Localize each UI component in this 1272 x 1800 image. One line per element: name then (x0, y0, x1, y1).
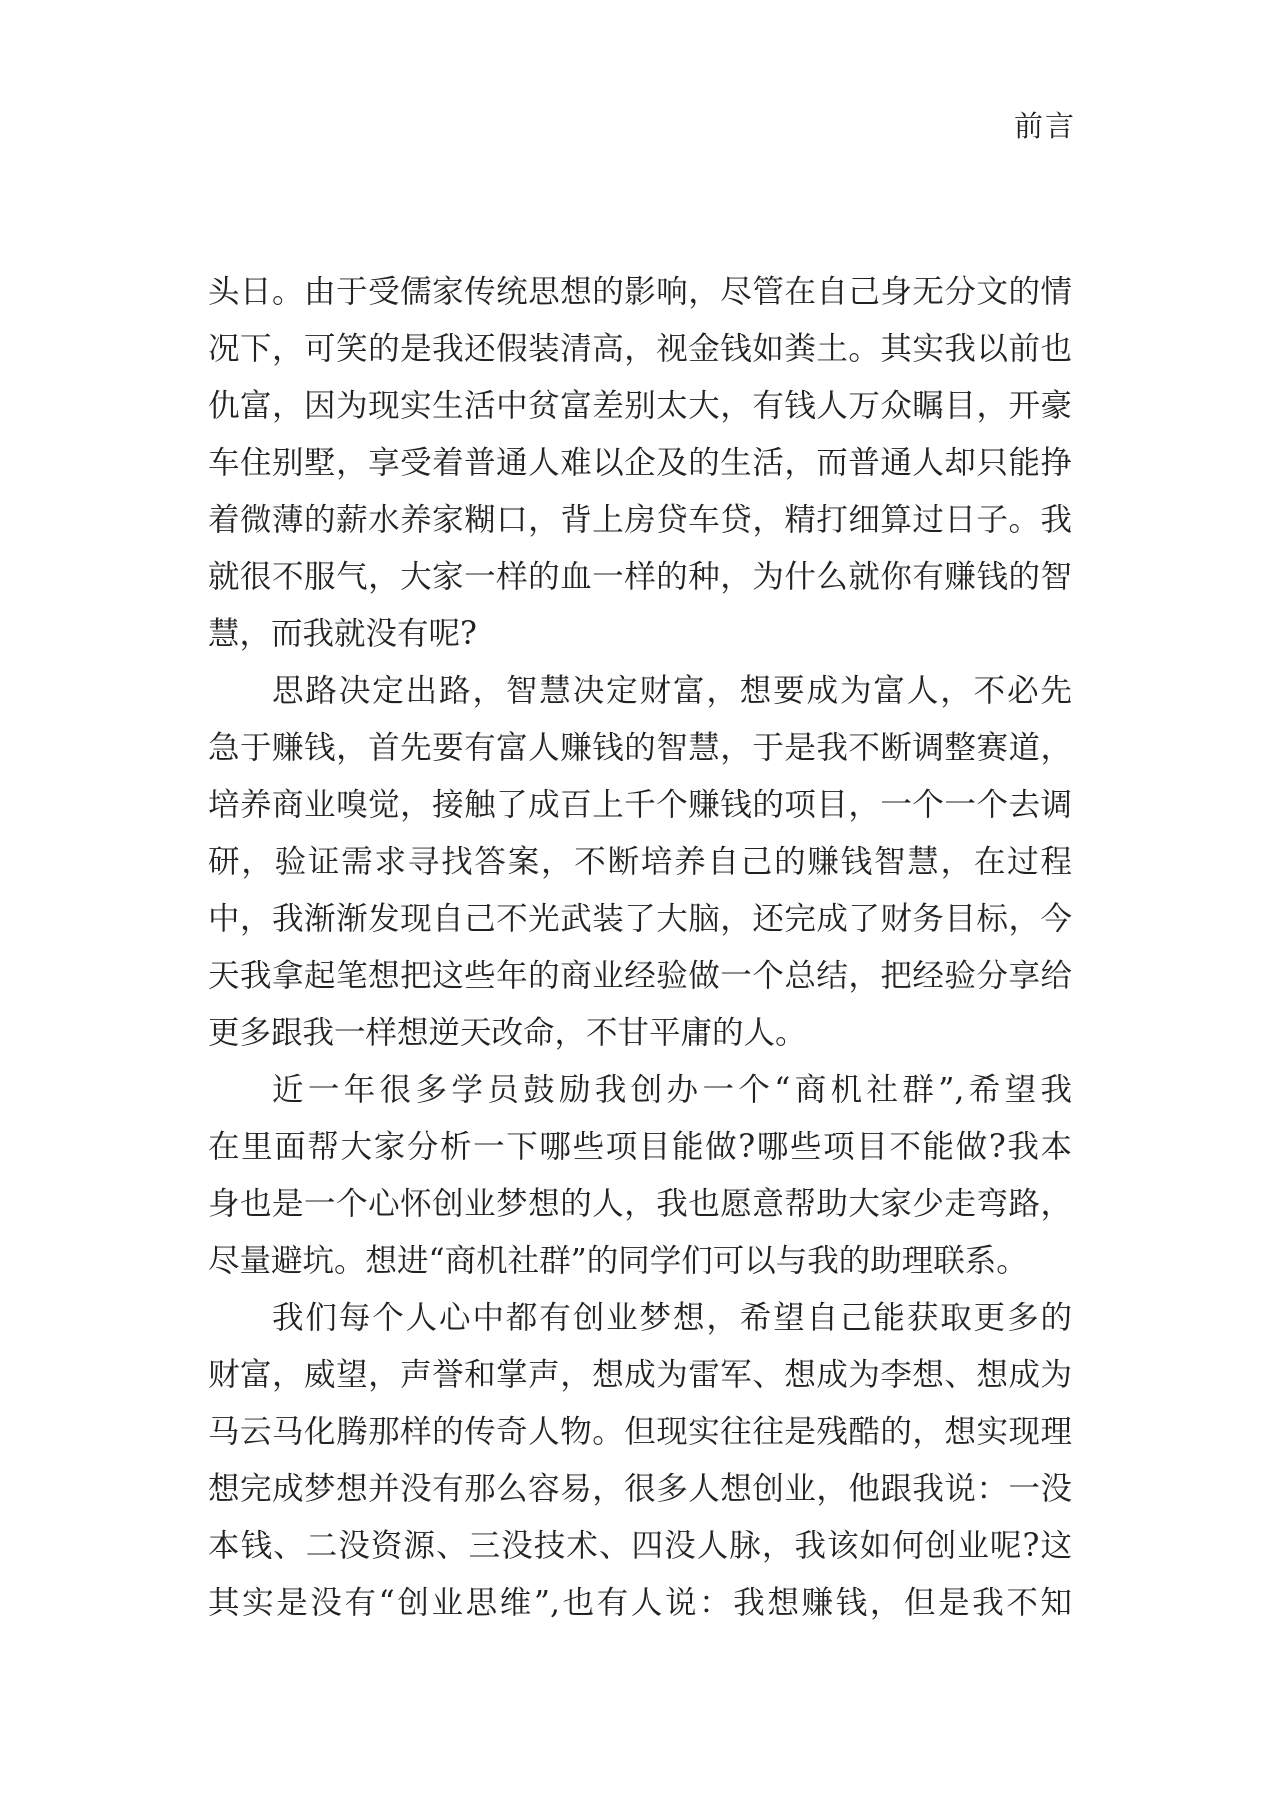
text-line: 身也是一个心怀创业梦想的人，我也愿意帮助大家少走弯路， (208, 1186, 1072, 1222)
text-line: 在里面帮大家分析一下哪些项目能做?哪些项目不能做?我本 (208, 1129, 1072, 1165)
paragraph-3 (208, 1062, 1072, 1290)
text-line: 头日。由于受儒家传统思想的影响，尽管在自己身无分文的情 (208, 274, 1072, 310)
text-line: 思路决定出路，智慧决定财富，想要成为富人，不必先 (272, 673, 1072, 709)
text-line: 想完成梦想并没有那么容易，很多人想创业，他跟我说：一没 (208, 1471, 1072, 1507)
text-line: 着微薄的薪水养家糊口，背上房贷车贷，精打细算过日子。我 (208, 502, 1072, 538)
text-line: 马云马化腾那样的传奇人物。但现实往往是残酷的，想实现理 (208, 1414, 1072, 1450)
text-line: 更多跟我一样想逆天改命，不甘平庸的人。 (208, 1015, 807, 1051)
text-line: 慧，而我就没有呢? (208, 616, 477, 652)
text-line: 天我拿起笔想把这些年的商业经验做一个总结，把经验分享给 (208, 958, 1072, 994)
running-header-title: 前言 (1013, 109, 1076, 143)
text-line: 本钱、二没资源、三没技术、四没人脉，我该如何创业呢?这 (208, 1528, 1072, 1564)
text-line: 研，验证需求寻找答案，不断培养自己的赚钱智慧，在过程 (208, 844, 1072, 880)
text-line: 培养商业嗅觉，接触了成百上千个赚钱的项目，一个一个去调 (208, 787, 1072, 823)
paragraph-1 (208, 264, 1072, 663)
text-line: 财富，威望，声誉和掌声，想成为雷军、想成为李想、想成为 (208, 1357, 1072, 1393)
text-line: 仇富，因为现实生活中贫富差别太大，有钱人万众瞩目，开豪 (208, 388, 1072, 424)
text-line: 车住别墅，享受着普通人难以企及的生活，而普通人却只能挣 (208, 445, 1072, 481)
text-line: 就很不服气，大家一样的血一样的种，为什么就你有赚钱的智 (208, 559, 1072, 595)
paragraph-4 (208, 1290, 1072, 1632)
text-line: 尽量避坑。想进“商机社群”的同学们可以与我的助理联系。 (208, 1243, 1028, 1279)
text-line: 其实是没有“创业思维”,也有人说：我想赚钱，但是我不知 (208, 1585, 1072, 1621)
text-line: 中，我渐渐发现自己不光武装了大脑，还完成了财务目标，今 (208, 901, 1072, 937)
text-line: 我们每个人心中都有创业梦想，希望自己能获取更多的 (272, 1300, 1072, 1336)
text-line: 况下，可笑的是我还假装清高，视金钱如粪土。其实我以前也 (208, 331, 1072, 367)
body-text (208, 264, 1072, 1632)
paragraph-2 (208, 663, 1072, 1062)
text-line: 急于赚钱，首先要有富人赚钱的智慧，于是我不断调整赛道， (208, 730, 1072, 766)
text-line: 近一年很多学员鼓励我创办一个“商机社群”,希望我 (272, 1072, 1072, 1108)
